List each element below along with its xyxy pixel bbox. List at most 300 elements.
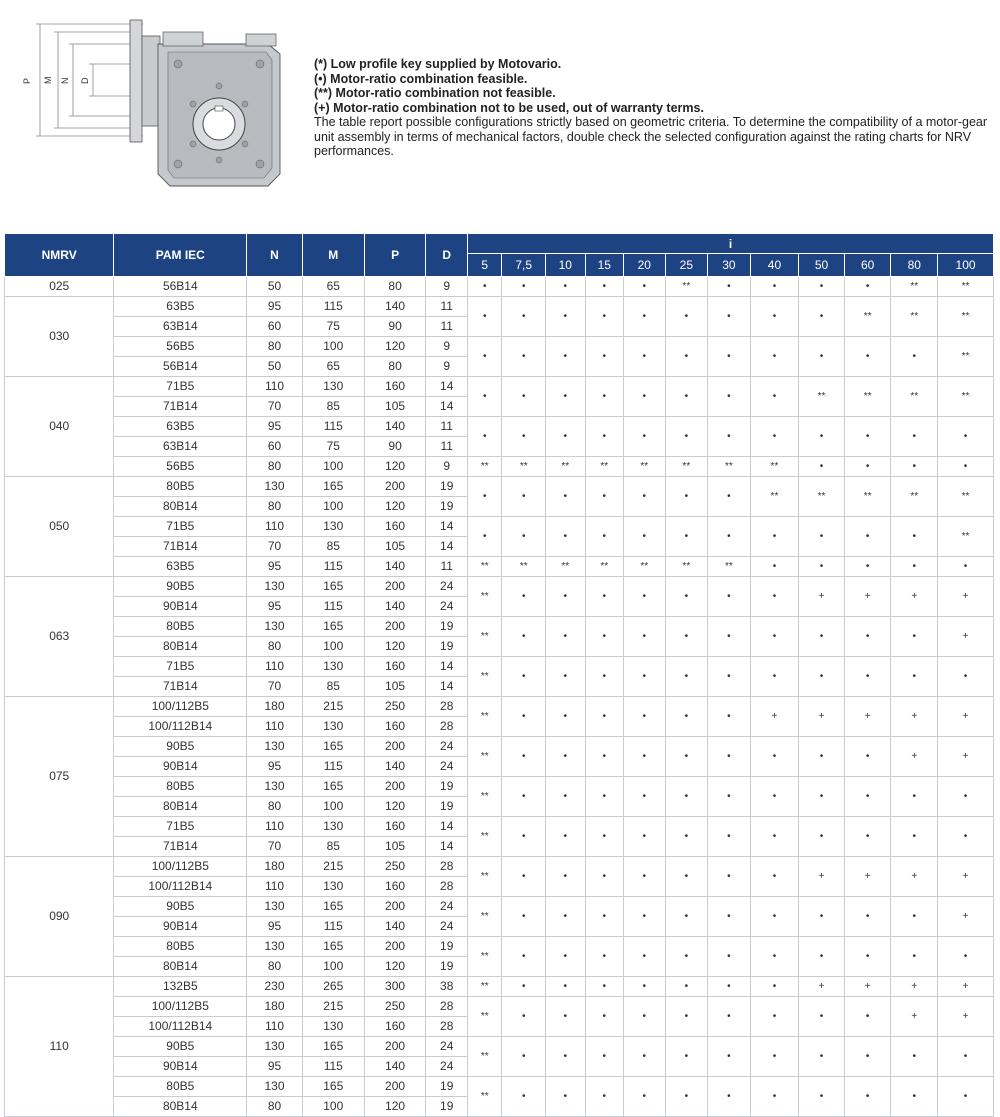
cell-ratio-mark: •: [468, 297, 502, 337]
cell-n: 95: [247, 917, 303, 937]
cell-ratio-mark: •: [502, 697, 546, 737]
cell-pam: 71B5: [114, 817, 247, 837]
legend-description: The table report possible configurations strictly based on geometric criteria. To determine the compatibility of a motor-gear unit assembly in terms of mechanical factors, double check the selected configuration against the rating charts for NRV performances.: [314, 115, 988, 158]
cell-ratio-mark: •: [799, 1077, 845, 1117]
cell-m: 165: [302, 1077, 364, 1097]
cell-n: 70: [247, 837, 303, 857]
cell-m: 100: [302, 337, 364, 357]
cell-ratio-mark: •: [468, 277, 502, 297]
table-row: [5, 777, 994, 797]
cell-ratio-mark: **: [502, 457, 546, 477]
cell-ratio-mark: •: [708, 997, 751, 1037]
cell-ratio-mark: •: [665, 377, 708, 417]
cell-d: 11: [426, 317, 468, 337]
cell-n: 80: [247, 457, 303, 477]
cell-pam: 80B5: [114, 937, 247, 957]
cell-ratio-mark: •: [665, 577, 708, 617]
cell-ratio-mark: **: [468, 737, 502, 777]
cell-p: 105: [364, 677, 426, 697]
cell-p: 200: [364, 577, 426, 597]
cell-d: 19: [426, 637, 468, 657]
cell-p: 200: [364, 617, 426, 637]
cell-ratio-mark: **: [891, 297, 938, 337]
cell-ratio-mark: •: [750, 297, 799, 337]
cell-ratio-mark: •: [708, 737, 751, 777]
cell-ratio-mark: •: [799, 737, 845, 777]
cell-nmrv: 030: [5, 297, 114, 377]
cell-p: 120: [364, 337, 426, 357]
cell-m: 100: [302, 637, 364, 657]
cell-ratio-mark: **: [938, 277, 994, 297]
cell-ratio-mark: **: [468, 577, 502, 617]
cell-ratio-mark: **: [938, 337, 994, 377]
cell-d: 19: [426, 1077, 468, 1097]
cell-pam: 80B5: [114, 477, 247, 497]
cell-ratio-mark: •: [891, 457, 938, 477]
cell-pam: 80B14: [114, 497, 247, 517]
cell-nmrv: 110: [5, 977, 114, 1117]
cell-p: 200: [364, 777, 426, 797]
cell-nmrv: 063: [5, 577, 114, 697]
cell-p: 250: [364, 697, 426, 717]
cell-ratio-mark: •: [799, 297, 845, 337]
cell-m: 165: [302, 937, 364, 957]
cell-ratio-mark: +: [799, 857, 845, 897]
cell-n: 230: [247, 977, 303, 997]
cell-ratio-mark: •: [750, 417, 799, 457]
cell-m: 165: [302, 477, 364, 497]
cell-ratio-mark: •: [844, 517, 891, 557]
cell-m: 115: [302, 417, 364, 437]
cell-ratio-mark: •: [502, 477, 546, 517]
cell-ratio-mark: •: [891, 897, 938, 937]
cell-pam: 100/112B14: [114, 877, 247, 897]
table-row: [5, 517, 994, 537]
cell-n: 80: [247, 497, 303, 517]
cell-n: 130: [247, 777, 303, 797]
cell-ratio-mark: •: [750, 517, 799, 557]
cell-ratio-mark: •: [891, 817, 938, 857]
cell-ratio-mark: •: [624, 417, 666, 457]
cell-ratio-mark: •: [502, 977, 546, 997]
cell-ratio-mark: •: [938, 557, 994, 577]
cell-d: 9: [426, 337, 468, 357]
cell-p: 200: [364, 477, 426, 497]
cell-p: 160: [364, 717, 426, 737]
table-row: [5, 377, 994, 397]
cell-pam: 100/112B5: [114, 857, 247, 877]
cell-ratio-mark: •: [585, 737, 624, 777]
cell-ratio-mark: •: [502, 897, 546, 937]
cell-ratio-mark: **: [468, 977, 502, 997]
cell-pam: 71B5: [114, 657, 247, 677]
cell-n: 110: [247, 817, 303, 837]
cell-n: 130: [247, 737, 303, 757]
cell-m: 130: [302, 657, 364, 677]
cell-ratio-mark: •: [844, 337, 891, 377]
cell-m: 75: [302, 317, 364, 337]
cell-pam: 63B5: [114, 297, 247, 317]
cell-m: 100: [302, 797, 364, 817]
cell-n: 110: [247, 657, 303, 677]
cell-ratio-mark: •: [585, 777, 624, 817]
cell-p: 120: [364, 497, 426, 517]
cell-ratio-mark: •: [624, 997, 666, 1037]
cell-ratio-mark: •: [665, 697, 708, 737]
cell-ratio-mark: •: [585, 1077, 624, 1117]
table-row: [5, 997, 994, 1017]
cell-ratio-mark: •: [844, 897, 891, 937]
cell-n: 95: [247, 417, 303, 437]
cell-ratio-mark: •: [546, 417, 586, 457]
cell-ratio-mark: •: [799, 897, 845, 937]
cell-pam: 71B14: [114, 837, 247, 857]
cell-ratio-mark: •: [585, 857, 624, 897]
cell-ratio-mark: •: [502, 937, 546, 977]
cell-ratio-mark: •: [799, 937, 845, 977]
cell-p: 250: [364, 857, 426, 877]
cell-m: 85: [302, 677, 364, 697]
cell-p: 140: [364, 297, 426, 317]
cell-ratio-mark: **: [799, 377, 845, 417]
legend-note-not-to-be-used: (+) Motor-ratio combination not to be used, out of warranty terms.: [314, 100, 704, 115]
cell-ratio-mark: •: [624, 297, 666, 337]
cell-ratio-mark: •: [665, 937, 708, 977]
cell-ratio-mark: •: [844, 417, 891, 457]
cell-ratio-mark: **: [891, 477, 938, 517]
cell-d: 28: [426, 697, 468, 717]
cell-m: 115: [302, 1057, 364, 1077]
cell-n: 50: [247, 277, 303, 297]
cell-nmrv: 075: [5, 697, 114, 857]
cell-ratio-mark: +: [938, 697, 994, 737]
cell-d: 19: [426, 1097, 468, 1117]
cell-ratio-mark: •: [891, 777, 938, 817]
cell-ratio-mark: **: [891, 277, 938, 297]
cell-ratio-mark: •: [665, 977, 708, 997]
cell-pam: 90B5: [114, 897, 247, 917]
cell-ratio-mark: •: [665, 817, 708, 857]
table-row: [5, 337, 994, 357]
cell-ratio-mark: •: [844, 1037, 891, 1077]
cell-d: 9: [426, 357, 468, 377]
cell-m: 85: [302, 837, 364, 857]
header-ratio: 40: [750, 254, 799, 277]
cell-pam: 71B14: [114, 677, 247, 697]
cell-nmrv: 040: [5, 377, 114, 477]
cell-pam: 80B5: [114, 777, 247, 797]
cell-ratio-mark: •: [546, 817, 586, 857]
cell-m: 215: [302, 997, 364, 1017]
cell-ratio-mark: •: [938, 417, 994, 457]
cell-pam: 56B5: [114, 337, 247, 357]
cell-n: 70: [247, 677, 303, 697]
cell-ratio-mark: •: [585, 617, 624, 657]
cell-ratio-mark: •: [891, 557, 938, 577]
cell-ratio-mark: •: [891, 657, 938, 697]
cell-ratio-mark: **: [468, 777, 502, 817]
cell-ratio-mark: +: [891, 697, 938, 737]
cell-ratio-mark: •: [665, 777, 708, 817]
cell-p: 105: [364, 537, 426, 557]
cell-ratio-mark: •: [799, 1037, 845, 1077]
cell-ratio-mark: •: [585, 997, 624, 1037]
cell-d: 19: [426, 497, 468, 517]
cell-pam: 90B14: [114, 597, 247, 617]
cell-ratio-mark: •: [938, 937, 994, 977]
cell-pam: 90B14: [114, 757, 247, 777]
cell-n: 130: [247, 937, 303, 957]
cell-ratio-mark: **: [844, 297, 891, 337]
cell-ratio-mark: •: [844, 737, 891, 777]
cell-p: 80: [364, 357, 426, 377]
cell-d: 11: [426, 417, 468, 437]
cell-ratio-mark: **: [750, 457, 799, 477]
cell-ratio-mark: •: [546, 477, 586, 517]
cell-ratio-mark: **: [546, 557, 586, 577]
cell-ratio-mark: •: [546, 577, 586, 617]
cell-m: 130: [302, 1017, 364, 1037]
cell-ratio-mark: +: [891, 977, 938, 997]
cell-ratio-mark: **: [468, 557, 502, 577]
cell-d: 11: [426, 557, 468, 577]
cell-m: 100: [302, 497, 364, 517]
cell-ratio-mark: **: [891, 377, 938, 417]
cell-ratio-mark: •: [708, 897, 751, 937]
cell-ratio-mark: **: [468, 617, 502, 657]
cell-ratio-mark: •: [468, 417, 502, 457]
cell-ratio-mark: **: [938, 477, 994, 517]
table-row: [5, 697, 994, 717]
cell-nmrv: 025: [5, 277, 114, 297]
cell-ratio-mark: •: [546, 1037, 586, 1077]
cell-pam: 80B5: [114, 1077, 247, 1097]
cell-ratio-mark: •: [844, 777, 891, 817]
cell-ratio-mark: **: [468, 817, 502, 857]
cell-p: 200: [364, 1077, 426, 1097]
cell-ratio-mark: **: [585, 557, 624, 577]
cell-p: 140: [364, 417, 426, 437]
cell-d: 24: [426, 597, 468, 617]
cell-pam: 80B5: [114, 617, 247, 637]
cell-ratio-mark: •: [750, 897, 799, 937]
cell-n: 110: [247, 717, 303, 737]
cell-ratio-mark: •: [546, 937, 586, 977]
cell-d: 28: [426, 1017, 468, 1037]
cell-ratio-mark: •: [750, 577, 799, 617]
cell-ratio-mark: •: [468, 517, 502, 557]
cell-pam: 90B5: [114, 737, 247, 757]
cell-ratio-mark: +: [799, 577, 845, 617]
cell-ratio-mark: +: [891, 737, 938, 777]
cell-ratio-mark: •: [502, 577, 546, 617]
cell-ratio-mark: •: [502, 297, 546, 337]
cell-ratio-mark: •: [502, 997, 546, 1037]
cell-ratio-mark: •: [624, 277, 666, 297]
cell-ratio-mark: •: [799, 277, 845, 297]
cell-ratio-mark: •: [708, 617, 751, 657]
dim-label-m: M: [43, 76, 53, 84]
cell-d: 14: [426, 837, 468, 857]
cell-ratio-mark: •: [502, 517, 546, 557]
cell-ratio-mark: •: [891, 617, 938, 657]
cell-pam: 63B5: [114, 557, 247, 577]
cell-ratio-mark: **: [665, 557, 708, 577]
compatibility-table: [4, 233, 994, 1117]
cell-m: 130: [302, 717, 364, 737]
cell-ratio-mark: •: [708, 577, 751, 617]
cell-pam: 90B5: [114, 577, 247, 597]
cell-n: 130: [247, 577, 303, 597]
cell-ratio-mark: •: [750, 657, 799, 697]
cell-ratio-mark: •: [708, 417, 751, 457]
cell-ratio-mark: •: [585, 817, 624, 857]
cell-n: 130: [247, 1077, 303, 1097]
cell-ratio-mark: **: [938, 377, 994, 417]
cell-ratio-mark: •: [546, 997, 586, 1037]
cell-ratio-mark: **: [665, 457, 708, 477]
cell-ratio-mark: •: [708, 697, 751, 737]
cell-ratio-mark: •: [708, 937, 751, 977]
cell-pam: 100/112B14: [114, 717, 247, 737]
cell-ratio-mark: •: [546, 737, 586, 777]
header-ratio: 7,5: [502, 254, 546, 277]
cell-m: 85: [302, 397, 364, 417]
cell-ratio-mark: •: [708, 977, 751, 997]
cell-ratio-mark: •: [624, 477, 666, 517]
gear-unit-drawing: [18, 14, 288, 199]
cell-ratio-mark: •: [665, 897, 708, 937]
cell-pam: 90B5: [114, 1037, 247, 1057]
header-ratio: 30: [708, 254, 751, 277]
header-ratio: 10: [546, 254, 586, 277]
cell-p: 200: [364, 737, 426, 757]
cell-ratio-mark: •: [844, 1077, 891, 1117]
cell-n: 110: [247, 377, 303, 397]
cell-n: 180: [247, 697, 303, 717]
cell-ratio-mark: **: [468, 657, 502, 697]
cell-ratio-mark: •: [799, 617, 845, 657]
cell-ratio-mark: •: [546, 977, 586, 997]
cell-pam: 56B14: [114, 357, 247, 377]
cell-n: 50: [247, 357, 303, 377]
cell-ratio-mark: •: [624, 777, 666, 817]
table-row: [5, 897, 994, 917]
cell-n: 95: [247, 1057, 303, 1077]
cell-ratio-mark: •: [708, 377, 751, 417]
dim-label-p: P: [22, 77, 32, 84]
cell-ratio-mark: •: [708, 477, 751, 517]
cell-ratio-mark: •: [938, 1037, 994, 1077]
cell-m: 100: [302, 957, 364, 977]
cell-ratio-mark: •: [624, 977, 666, 997]
cell-ratio-mark: •: [546, 1077, 586, 1117]
cell-ratio-mark: •: [546, 377, 586, 417]
cell-ratio-mark: •: [938, 1077, 994, 1117]
cell-p: 90: [364, 437, 426, 457]
cell-p: 120: [364, 457, 426, 477]
table-row: [5, 577, 994, 597]
cell-ratio-mark: •: [665, 997, 708, 1037]
cell-ratio-mark: •: [708, 657, 751, 697]
cell-d: 14: [426, 677, 468, 697]
cell-m: 115: [302, 557, 364, 577]
cell-pam: 80B14: [114, 637, 247, 657]
cell-ratio-mark: **: [799, 477, 845, 517]
cell-ratio-mark: •: [750, 277, 799, 297]
cell-ratio-mark: •: [585, 577, 624, 617]
cell-m: 165: [302, 777, 364, 797]
cell-ratio-mark: **: [468, 1037, 502, 1077]
cell-pam: 90B14: [114, 917, 247, 937]
cell-d: 24: [426, 757, 468, 777]
cell-ratio-mark: **: [468, 1077, 502, 1117]
cell-d: 28: [426, 857, 468, 877]
cell-d: 14: [426, 817, 468, 837]
cell-n: 110: [247, 517, 303, 537]
cell-n: 70: [247, 537, 303, 557]
cell-ratio-mark: •: [502, 1037, 546, 1077]
cell-ratio-mark: +: [750, 697, 799, 737]
cell-m: 100: [302, 1097, 364, 1117]
cell-ratio-mark: •: [624, 1037, 666, 1077]
cell-p: 140: [364, 557, 426, 577]
cell-p: 160: [364, 817, 426, 837]
cell-ratio-mark: +: [938, 897, 994, 937]
cell-ratio-mark: •: [665, 517, 708, 557]
cell-m: 65: [302, 277, 364, 297]
cell-ratio-mark: •: [708, 777, 751, 817]
cell-p: 160: [364, 657, 426, 677]
cell-ratio-mark: •: [502, 277, 546, 297]
cell-ratio-mark: **: [750, 477, 799, 517]
cell-nmrv: 090: [5, 857, 114, 977]
cell-ratio-mark: **: [938, 297, 994, 337]
cell-ratio-mark: •: [891, 417, 938, 457]
cell-d: 9: [426, 277, 468, 297]
cell-ratio-mark: **: [665, 277, 708, 297]
cell-ratio-mark: •: [844, 997, 891, 1037]
cell-ratio-mark: •: [468, 337, 502, 377]
table-row: [5, 277, 994, 297]
cell-p: 120: [364, 1097, 426, 1117]
cell-ratio-mark: •: [502, 337, 546, 377]
cell-m: 165: [302, 577, 364, 597]
cell-p: 160: [364, 877, 426, 897]
cell-d: 19: [426, 957, 468, 977]
table-row: [5, 557, 994, 577]
header-nmrv: NMRV: [5, 234, 114, 277]
cell-m: 130: [302, 377, 364, 397]
cell-ratio-mark: +: [891, 997, 938, 1037]
dim-label-d: D: [80, 77, 90, 84]
cell-m: 265: [302, 977, 364, 997]
cell-ratio-mark: +: [799, 977, 845, 997]
cell-ratio-mark: **: [468, 997, 502, 1037]
cell-ratio-mark: •: [844, 617, 891, 657]
cell-m: 115: [302, 297, 364, 317]
cell-ratio-mark: •: [708, 817, 751, 857]
table-row: [5, 417, 994, 437]
cell-ratio-mark: •: [750, 337, 799, 377]
cell-pam: 100/112B5: [114, 697, 247, 717]
cell-ratio-mark: +: [844, 977, 891, 997]
cell-ratio-mark: •: [799, 817, 845, 857]
cell-p: 105: [364, 397, 426, 417]
cell-d: 38: [426, 977, 468, 997]
cell-ratio-mark: •: [624, 817, 666, 857]
cell-ratio-mark: **: [624, 457, 666, 477]
